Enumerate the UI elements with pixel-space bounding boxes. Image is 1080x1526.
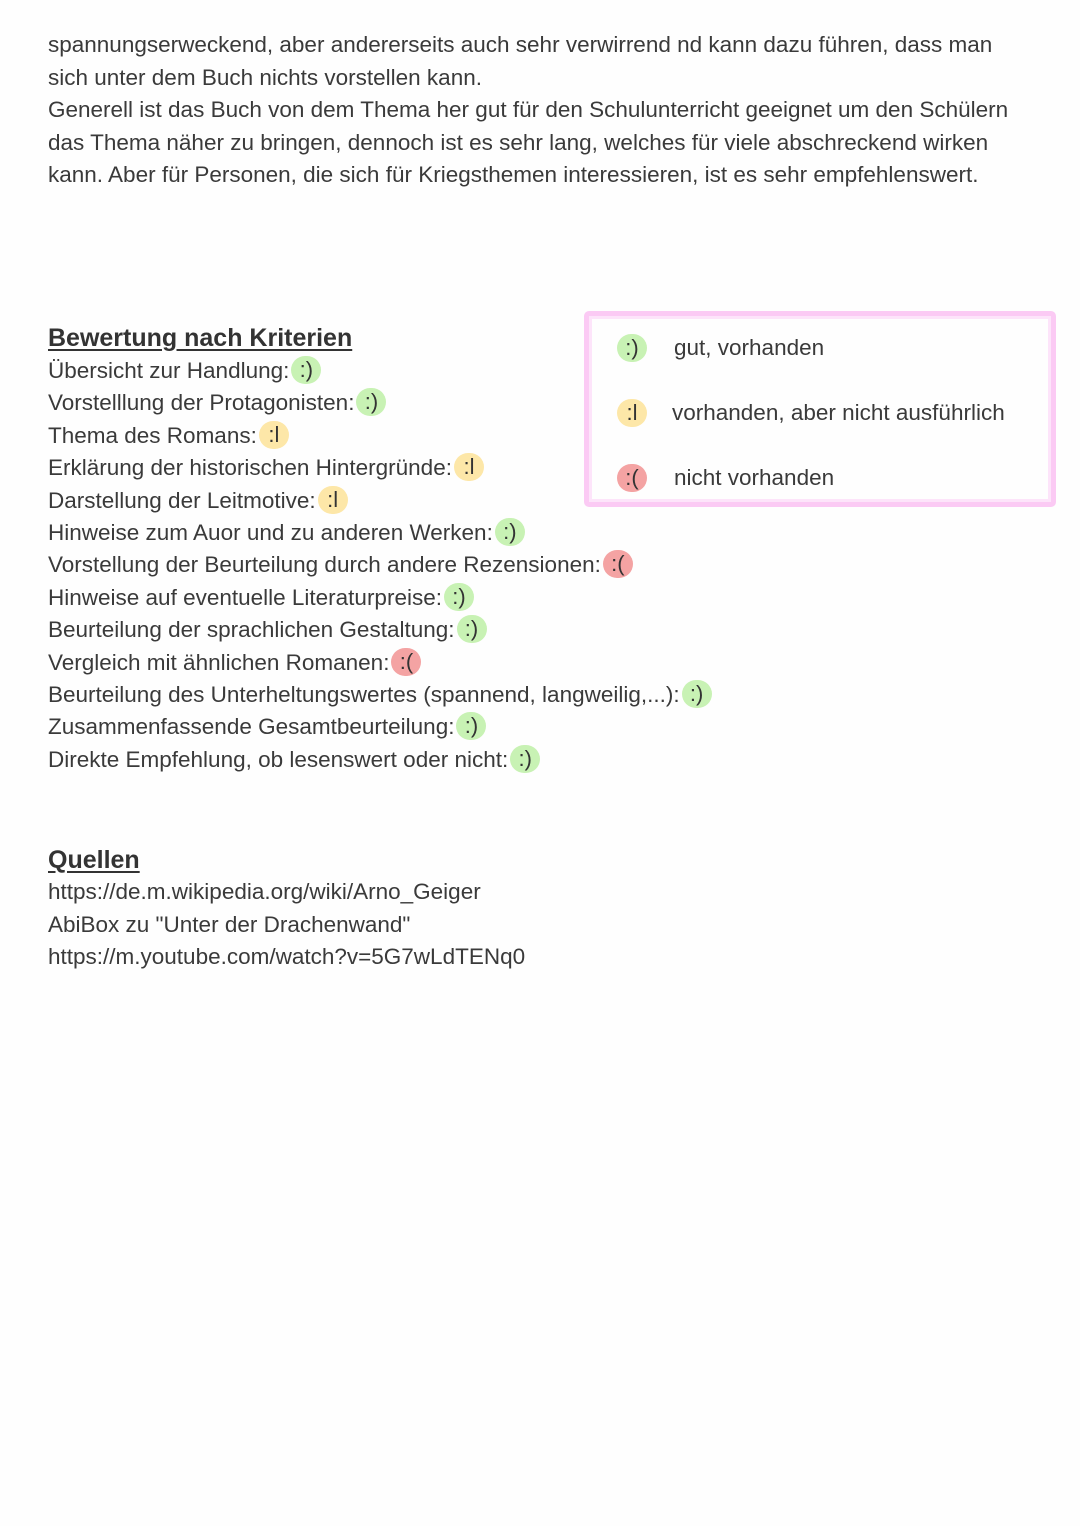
- sources-title: Quellen: [48, 846, 140, 874]
- legend-text: nicht vorhanden: [674, 465, 835, 490]
- smiley-good-icon: :): [356, 388, 386, 416]
- conclusion-paragraph-1: spannungserweckend, aber andererseits auch sehr verwirrend nd kann dazu führen, dass man sich unter dem Buch nichts vorstellen kann.: [48, 32, 993, 90]
- legend-text: gut, vorhanden: [674, 335, 825, 360]
- criteria-label: Vergleich mit ähnlichen Romanen:: [48, 649, 390, 675]
- smiley-neutral-icon: :l: [454, 453, 484, 481]
- smiley-good-icon: :): [291, 356, 321, 384]
- smiley-good-icon: :): [457, 615, 487, 643]
- criteria-label: Direkte Empfehlung, ob lesenswert oder nicht:: [48, 746, 509, 772]
- conclusion-paragraph-2: Generell ist das Buch von dem Thema her gut für den Schulunterricht geeignet um den Schülern das Thema näher zu bringen, dennoch ist es sehr lang, welches für viele abschreckend wirken kann. Aber für Personen, die sich für Kriegsthemen interessieren, ist es sehr empfehlenswert.: [48, 97, 1009, 187]
- criteria-label: Beurteilung des Unterheltungswertes (spannend, langweilig,...):: [48, 681, 680, 707]
- smiley-good-icon: :): [444, 583, 474, 611]
- criteria-label: Darstellung der Leitmotive:: [48, 487, 316, 513]
- criteria-label: Erklärung der historischen Hintergründe:: [48, 455, 452, 481]
- criteria-item: [48, 549, 712, 581]
- source-link[interactable]: https://de.m.wikipedia.org/wiki/Arno_Geiger: [48, 879, 481, 904]
- source-text: AbiBox zu "Unter der Drachenwand": [48, 911, 411, 937]
- criteria-item: [48, 517, 712, 549]
- smiley-good-icon: :): [510, 745, 540, 773]
- criteria-label: Beurteilung der sprachlichen Gestaltung:: [48, 617, 455, 643]
- criteria-label: Zusammenfassende Gesamtbeurteilung:: [48, 714, 455, 740]
- smiley-neutral-icon: :l: [318, 486, 348, 514]
- smiley-good-icon: :): [456, 712, 486, 740]
- smiley-bad-icon: :(: [603, 550, 633, 578]
- review-conclusion: [48, 29, 1038, 192]
- criteria-label: Hinweise zum Auor und zu anderen Werken:: [48, 519, 493, 545]
- smiley-neutral-icon: :l: [617, 399, 647, 427]
- criteria-label: Hinweise auf eventuelle Literaturpreise:: [48, 584, 442, 610]
- smiley-good-icon: :): [617, 334, 647, 362]
- criteria-item: [48, 614, 712, 646]
- smiley-neutral-icon: :l: [259, 421, 289, 449]
- smiley-good-icon: :): [682, 680, 712, 708]
- criteria-title: Bewertung nach Kriterien: [48, 324, 353, 352]
- legend-item: [617, 397, 1005, 429]
- sources-section: [48, 844, 525, 974]
- criteria-label: Übersicht zur Handlung:: [48, 358, 290, 383]
- criteria-item: [48, 711, 712, 743]
- smiley-bad-icon: :(: [391, 648, 421, 676]
- smiley-good-icon: :): [495, 518, 525, 546]
- criteria-label: Thema des Romans:: [48, 422, 257, 448]
- rating-legend: [584, 311, 1056, 507]
- legend-item: [617, 462, 834, 494]
- criteria-item: [48, 582, 712, 614]
- criteria-item: [48, 679, 712, 711]
- criteria-item: [48, 744, 712, 776]
- legend-text: vorhanden, aber nicht ausführlich: [672, 400, 1005, 425]
- legend-item: [617, 332, 824, 364]
- criteria-label: Vorstelllung der Protagonisten:: [48, 390, 355, 416]
- criteria-item: [48, 647, 712, 679]
- criteria-label: Vorstellung der Beurteilung durch andere Rezensionen:: [48, 552, 601, 578]
- smiley-bad-icon: :(: [617, 464, 647, 492]
- source-link[interactable]: https://m.youtube.com/watch?v=5G7wLdTENq0: [48, 944, 526, 969]
